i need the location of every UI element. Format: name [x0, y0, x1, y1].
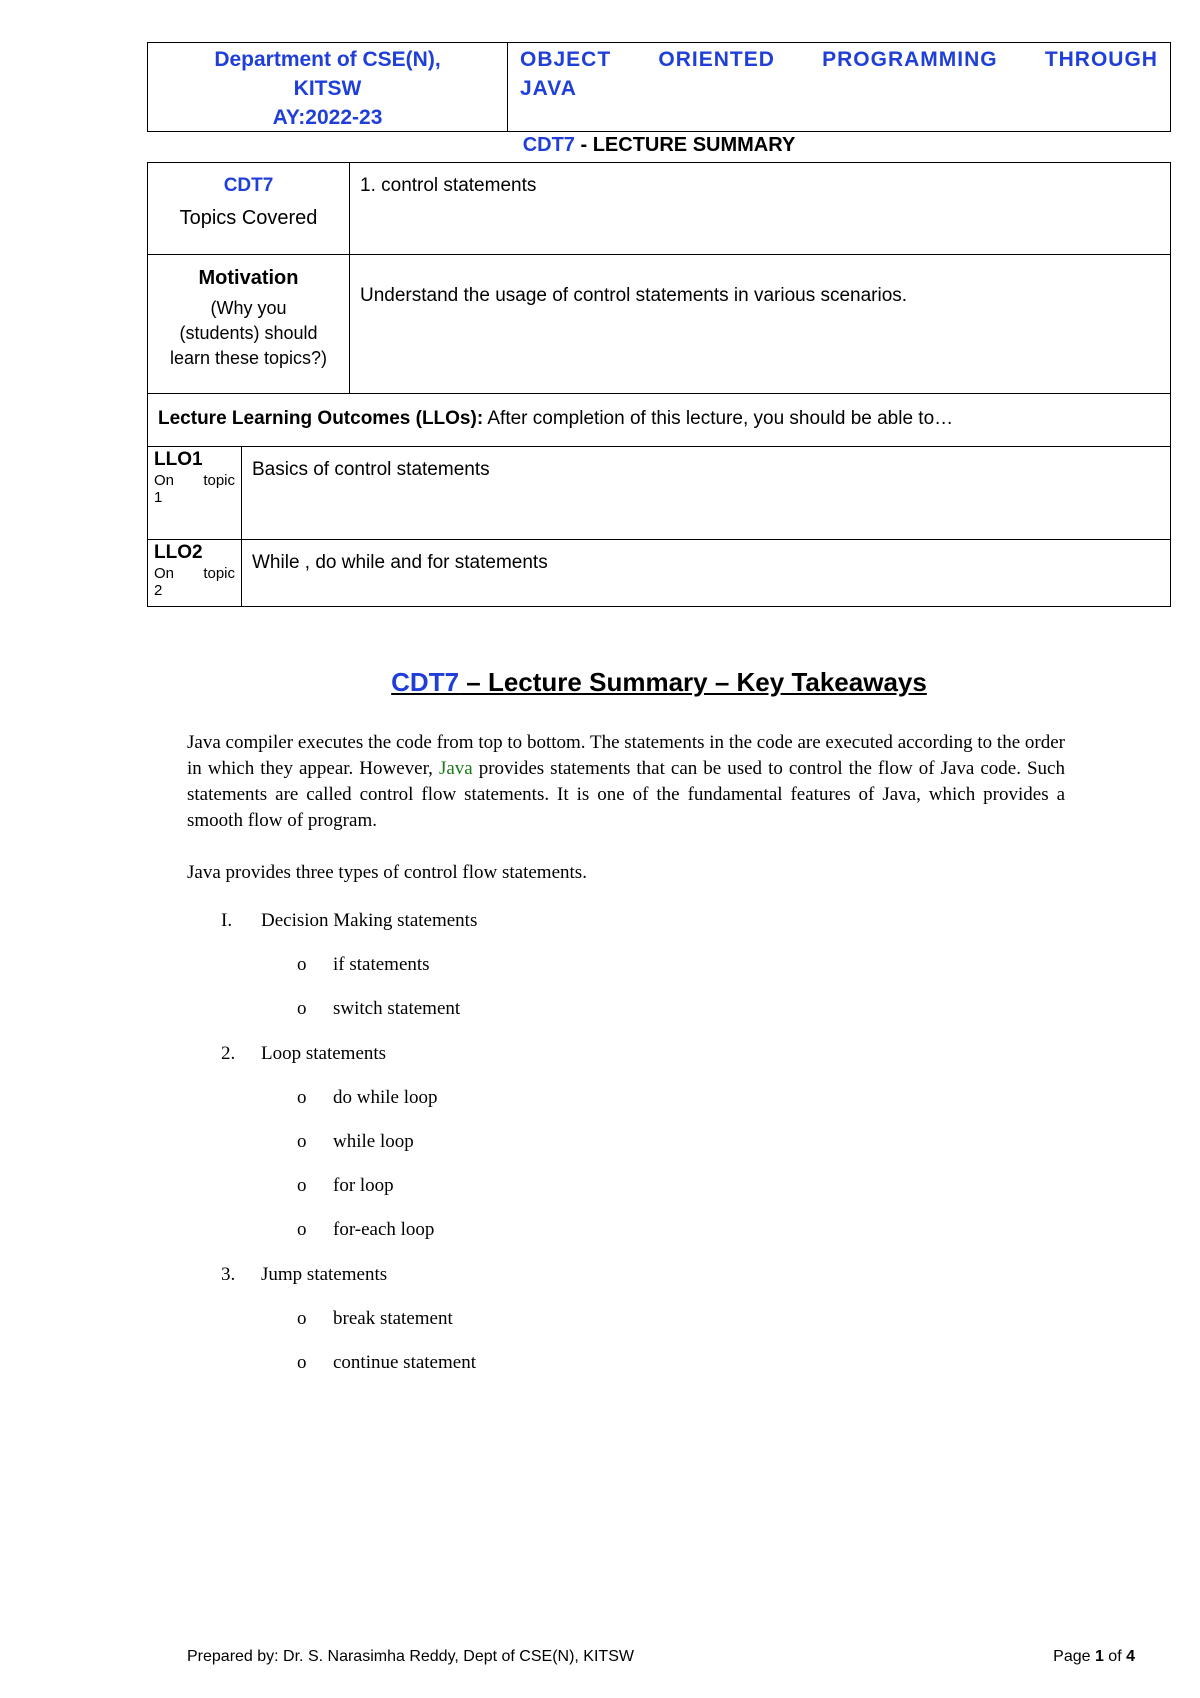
list-item-text: for-each loop: [333, 1219, 435, 1240]
summary-title-rest: - LECTURE SUMMARY: [574, 134, 796, 156]
list-group-label: Jump statements: [261, 1264, 388, 1285]
course-title-cell: [508, 43, 1170, 131]
dept-line-1: Department of CSE(N),: [214, 48, 441, 71]
motivation-label: Motivation: [198, 267, 299, 289]
takeaways-code: CDT7: [391, 667, 460, 697]
prepared-by: Prepared by: Dr. S. Narasimha Reddy, Dept of CSE(N), KITSW: [187, 1648, 634, 1665]
key-takeaways-title: [147, 667, 1171, 698]
header-box: [147, 42, 1171, 132]
topics-row: [148, 163, 1171, 255]
llo-heading-bold: Lecture Learning Outcomes (LLOs):: [158, 408, 484, 429]
llo-row: [148, 447, 1171, 540]
lecture-summary-table: [147, 162, 1171, 607]
takeaways-title-rest: – Lecture Summary – Key Takeaways: [459, 667, 927, 697]
course-word: THROUGH: [1044, 48, 1158, 71]
list-item-text: continue statement: [333, 1352, 476, 1373]
topics-label-cell: [148, 163, 350, 255]
page-footer: [187, 1648, 1135, 1666]
llo-id: LLO1: [154, 449, 203, 470]
motivation-row: [148, 255, 1171, 394]
para1-text-b: provides statements that can be used to control the flow of Java code. Such statements are called control flow statements. It is one of the fundamental features of Java, which provides a smooth flow of program.: [187, 758, 1065, 831]
list-item-text: break statement: [333, 1308, 453, 1329]
list-number: 3.: [221, 1264, 236, 1285]
motivation-subtext-line: learn these topics?): [169, 348, 328, 368]
list-group-label: Loop statements: [261, 1043, 387, 1064]
para1-text-a: Java compiler executes the code from top to bottom. The statements in the code are executed according to the order in which they appear. However,: [187, 732, 1065, 779]
bullet-icon: o: [297, 1175, 307, 1196]
list-item-text: while loop: [333, 1131, 414, 1152]
dept-line-2: KITSW: [293, 77, 362, 100]
llo-id: LLO2: [154, 542, 203, 563]
page-of: of: [1103, 1648, 1127, 1665]
bullet-icon: o: [297, 1352, 307, 1373]
bullet-icon: o: [297, 1131, 307, 1152]
list-number: I.: [221, 910, 233, 931]
llo-topic: [154, 471, 235, 490]
list-item-text: do while loop: [333, 1087, 438, 1108]
types-paragraph: Java provides three types of control flow statements.: [187, 862, 587, 883]
topics-code: CDT7: [223, 175, 274, 196]
bullet-icon: o: [297, 1308, 307, 1329]
llo-topic-word: topic: [203, 565, 235, 582]
current-page: 1: [1094, 1648, 1104, 1665]
motivation-subtext: [149, 296, 348, 371]
total-pages: 4: [1126, 1648, 1135, 1665]
list-item-text: if statements: [333, 954, 430, 975]
llo-topic-word: topic: [203, 472, 235, 489]
llo-heading-row: [148, 394, 1171, 447]
list-group-label: Decision Making statements: [261, 910, 478, 931]
bullet-icon: o: [297, 1219, 307, 1240]
llo-row: [148, 540, 1171, 607]
list-item-text: switch statement: [333, 998, 461, 1019]
llo-id-cell: [148, 447, 242, 540]
page-prefix: Page: [1053, 1648, 1095, 1665]
llo-heading-rest: After completion of this lecture, you should be able to…: [483, 408, 954, 429]
llo-id-cell: [148, 540, 242, 607]
course-title-line-2: JAVA: [520, 77, 577, 100]
llo-heading: [148, 394, 1171, 447]
motivation-label-cell: [148, 255, 350, 394]
llo-text: While , do while and for statements: [242, 540, 1171, 607]
motivation-subtext-line: (Why you: [210, 298, 287, 318]
motivation-value: Understand the usage of control statements in various scenarios.: [350, 255, 1171, 394]
course-title-line-1: [520, 45, 1158, 74]
topics-label: Topics Covered: [179, 207, 318, 229]
department-cell: [148, 43, 508, 131]
bullet-icon: o: [297, 998, 307, 1019]
intro-paragraph: [187, 730, 1065, 834]
dept-line-3: AY:2022-23: [272, 106, 383, 129]
summary-code: CDT7: [522, 134, 575, 156]
course-word: PROGRAMMING: [822, 48, 998, 71]
list-item-text: for loop: [333, 1175, 394, 1196]
llo-topic-num: 2: [154, 582, 163, 599]
motivation-subtext-line: (students) should: [179, 323, 318, 343]
llo-on: On: [154, 565, 175, 582]
lecture-summary-title: [147, 134, 1171, 157]
bullet-icon: o: [297, 1087, 307, 1108]
course-word: OBJECT: [520, 48, 612, 71]
llo-topic-num: 1: [154, 489, 163, 506]
course-word: ORIENTED: [658, 48, 775, 71]
page-number: [1053, 1648, 1135, 1666]
llo-text: Basics of control statements: [242, 447, 1171, 540]
topics-value: 1. control statements: [350, 163, 1171, 255]
llo-on: On: [154, 472, 175, 489]
java-link[interactable]: Java: [438, 758, 473, 779]
llo-topic: [154, 564, 235, 583]
list-number: 2.: [221, 1043, 236, 1064]
bullet-icon: o: [297, 954, 307, 975]
